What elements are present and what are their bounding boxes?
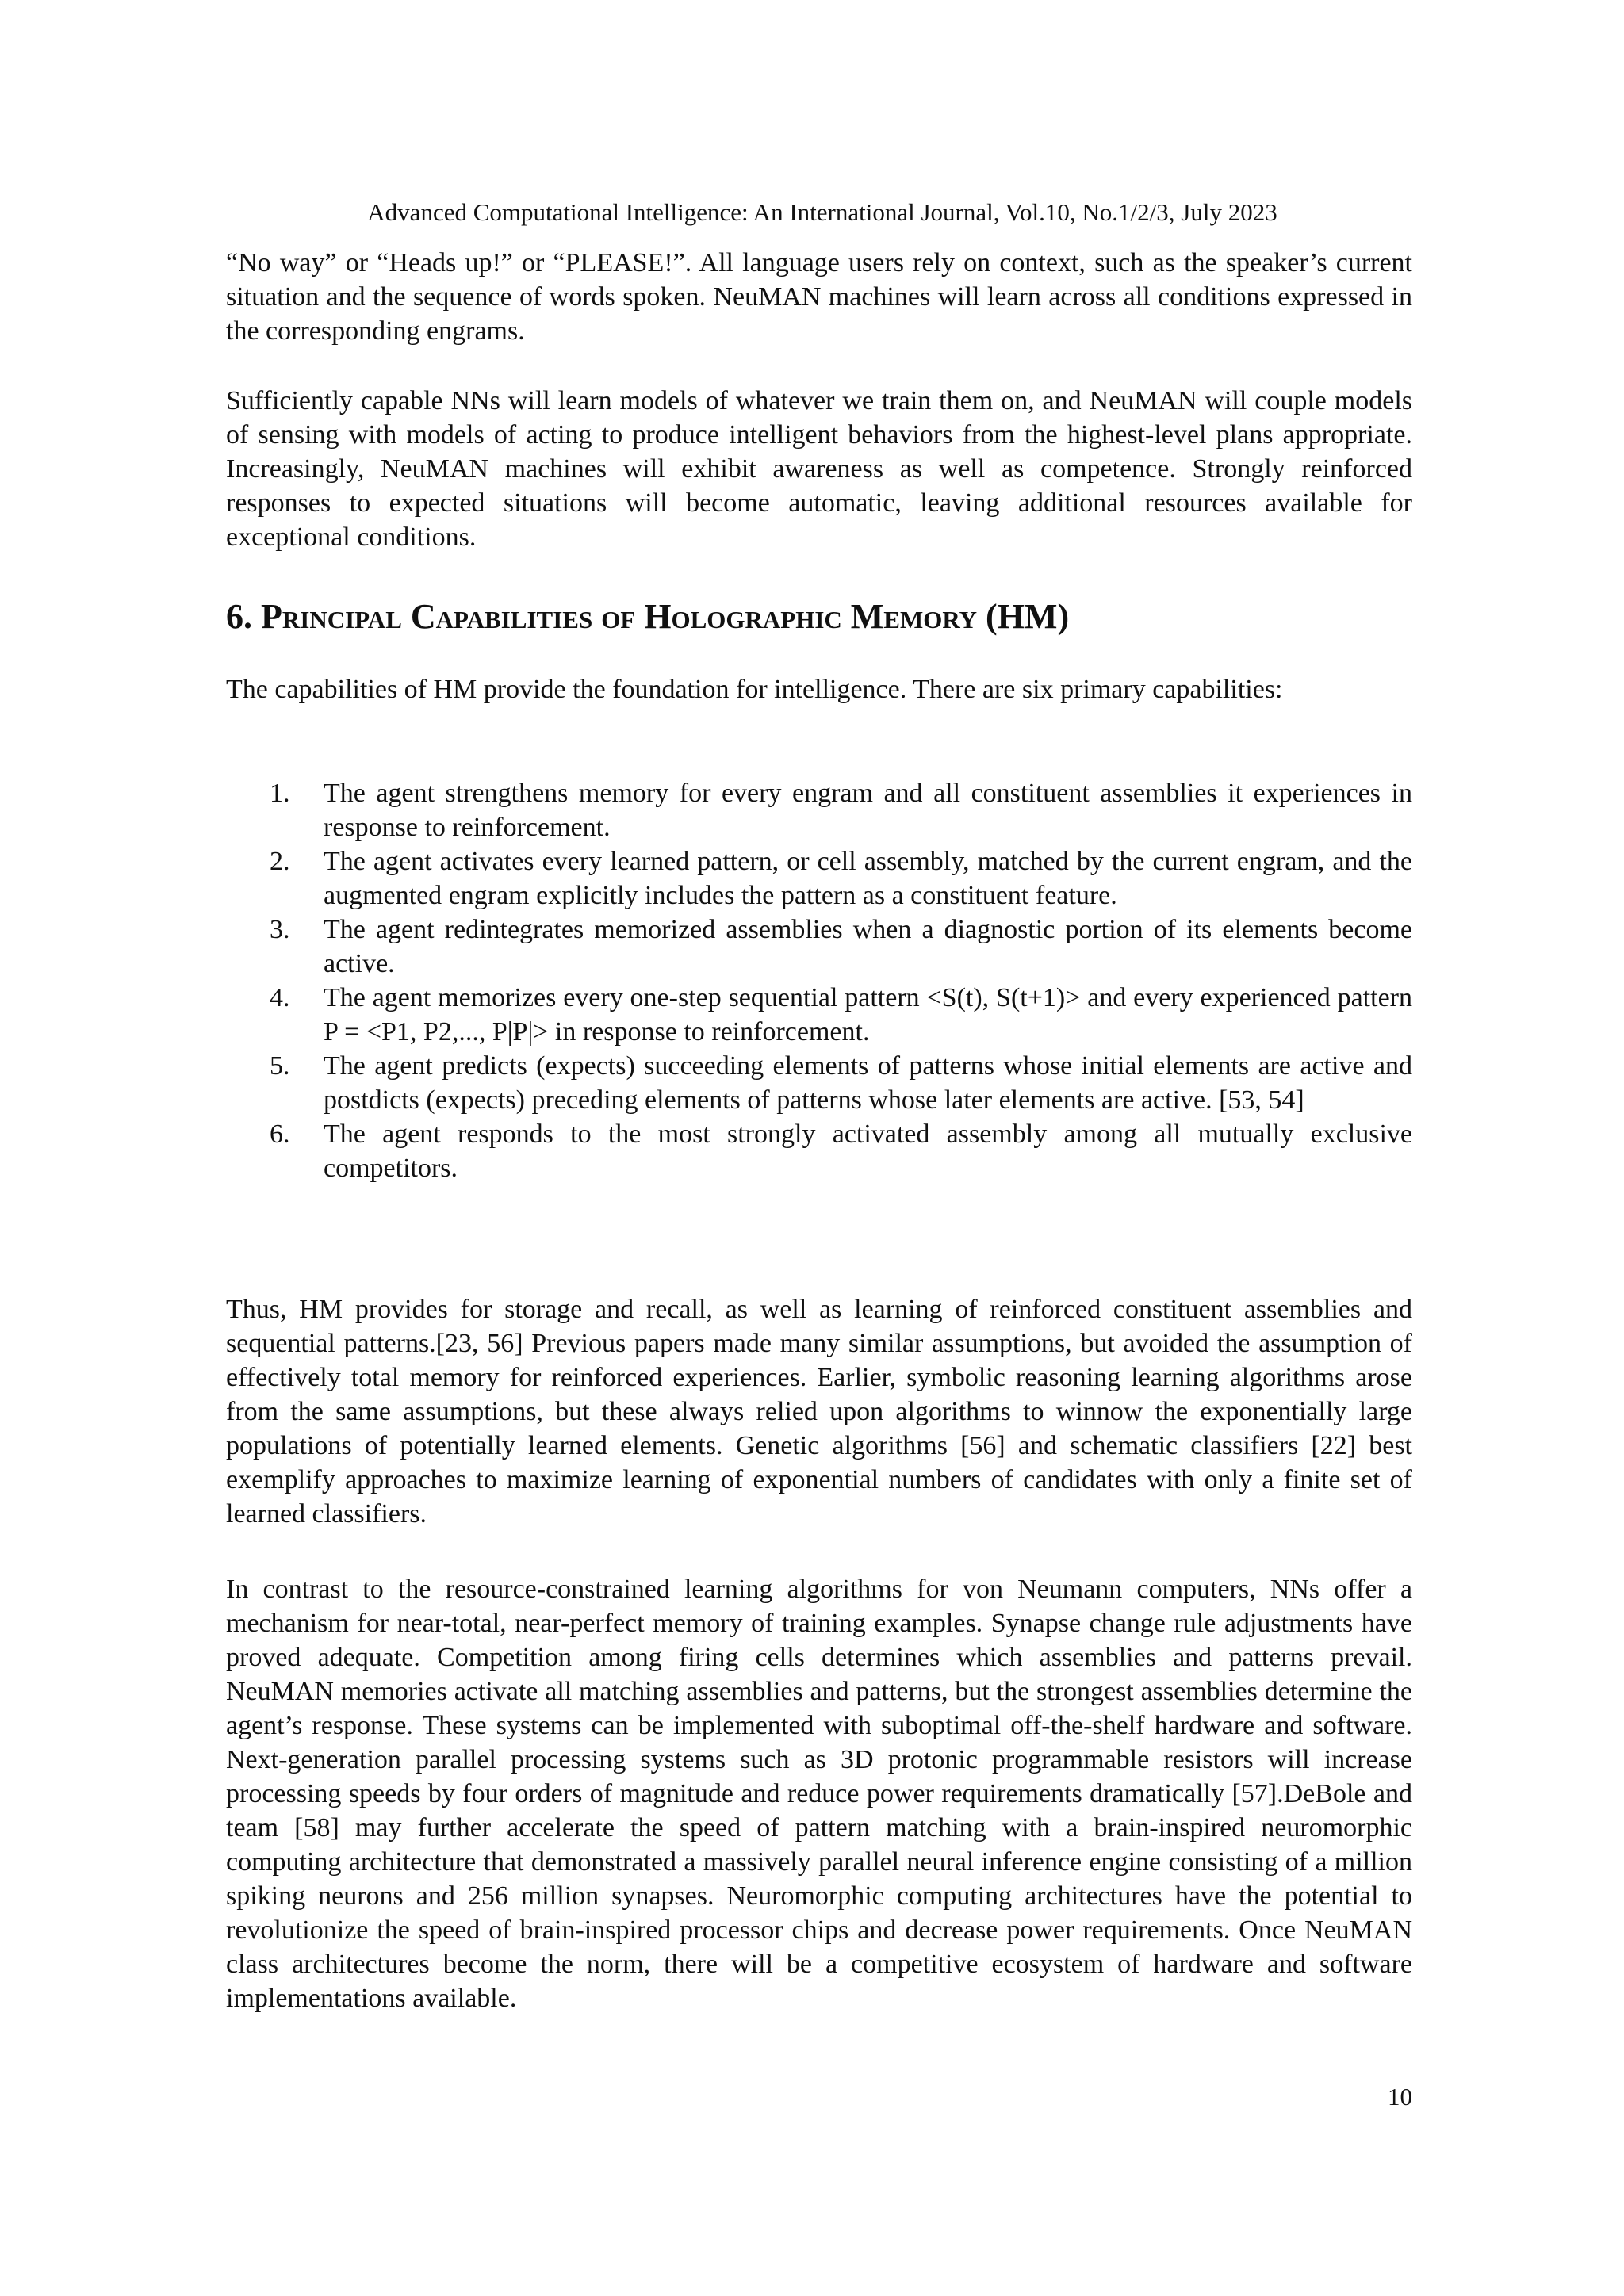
section-title-abbrev: (HM) — [986, 597, 1070, 636]
list-item — [270, 776, 1412, 844]
list-number: 3. — [270, 915, 290, 944]
paragraph-capabilities-intro — [226, 672, 1412, 706]
paragraph-text: Sufficiently capable NNs will learn models of whatever we train them on, and NeuMAN will couple models of sensing with models of acting to produce intelligent behaviors from the highest-level plans appropriate. Increasingly, NeuMAN machines will exhibit awareness as well as competence. Strongly reinforced responses to expected situations will become automatic, leaving additional resources available for exceptional conditions. — [226, 386, 1412, 552]
list-item — [270, 1117, 1412, 1185]
section-title-word: Holographic — [644, 597, 842, 636]
section-title-word: Memory — [850, 597, 978, 636]
list-number: 4. — [270, 983, 290, 1012]
paragraph-text: The capabilities of HM provide the foundation for intelligence. There are six primary capabilities: — [226, 675, 1283, 704]
list-text: The agent predicts (expects) succeeding elements of patterns whose initial elements are active and postdicts (expects) preceding elements of patterns whose later elements are active. [53, 54] — [324, 1051, 1412, 1115]
list-item — [270, 913, 1412, 981]
list-number: 1. — [270, 779, 290, 808]
section-title-word: Principal — [261, 597, 402, 636]
section-title-word: Capabilities — [410, 597, 593, 636]
paragraph-models — [226, 384, 1412, 554]
paragraph-text: Thus, HM provides for storage and recall, as well as learning of reinforced constituent assemblies and sequential patterns.[23, 56] Previous papers made many similar assumptions, but avoided the assumption of effectively total memory for reinforced experiences. Earlier, symbolic reasoning learning algorithms arose from the same assumptions, but these always relied upon algorithms to winnow the exponentially large populations of potentially learned elements. Genetic algorithms [56] and schematic classifiers [22] best exemplify approaches to maximize learning of exponential numbers of candidates with only a finite set of learned classifiers. — [226, 1295, 1412, 1529]
list-text: The agent responds to the most strongly activated assembly among all mutually exclusive competitors. — [324, 1119, 1412, 1183]
list-text: The agent strengthens memory for every engram and all constituent assemblies it experiences in response to reinforcement. — [324, 779, 1412, 842]
list-item — [270, 981, 1412, 1049]
paragraph-text: In contrast to the resource-constrained learning algorithms for von Neumann computers, NNs offer a mechanism for near-total, near-perfect memory of training examples. Synapse change rule adjustments have proved adequate. Competition among firing cells determines which assemblies and patterns prevail. NeuMAN memories activate all matching assemblies and patterns, but the strongest assemblies determine the agent’s response. These systems can be implemented with suboptimal off-the-shelf hardware and software. Next-generation parallel processing systems such as 3D protonic programmable resistors will increase processing speeds by four orders of magnitude and reduce power requirements dramatically [57].DeBole and team [58] may further accelerate the speed of pattern matching with a brain-inspired neuromorphic computing architecture that demonstrated a massively parallel neural inference engine consisting of a million spiking neurons and 256 million synapses. Neuromorphic computing architectures have the potential to revolutionize the speed of brain-inspired processor chips and decrease power requirements. Once NeuMAN class architectures become the norm, there will be a competitive ecosystem of hardware and software implementations available. — [226, 1575, 1412, 2013]
list-number: 6. — [270, 1119, 290, 1149]
paragraph-storage-recall — [226, 1292, 1412, 1531]
list-text: The agent memorizes every one-step sequential pattern <S(t), S(t+1)> and every experienced pattern P = <P1, P2,..., P|P|> in response to reinforcement. — [324, 983, 1412, 1047]
list-item — [270, 1049, 1412, 1117]
running-header: Advanced Computational Intelligence: An International Journal, Vol.10, No.1/2/3, July 2023 — [367, 198, 1277, 226]
list-item — [270, 844, 1412, 913]
page-number: 10 — [1388, 2083, 1412, 2110]
paragraph-text: “No way” or “Heads up!” or “PLEASE!”. All language users rely on context, such as the speaker’s current situation and the sequence of words spoken. NeuMAN machines will learn across all conditions expressed in the corresponding engrams. — [226, 248, 1412, 346]
section-title-word: of — [601, 597, 636, 636]
section-number: 6. — [226, 597, 252, 636]
paragraph-context — [226, 246, 1412, 348]
list-number: 5. — [270, 1051, 290, 1081]
list-text: The agent redintegrates memorized assemblies when a diagnostic portion of its elements become active. — [324, 915, 1412, 978]
list-text: The agent activates every learned pattern, or cell assembly, matched by the current engram, and the augmented engram explicitly includes the pattern as a constituent feature. — [324, 847, 1412, 910]
section-heading — [226, 595, 1412, 639]
list-number: 2. — [270, 847, 290, 876]
capabilities-list — [270, 776, 1412, 1185]
paragraph-neural-networks — [226, 1572, 1412, 2015]
